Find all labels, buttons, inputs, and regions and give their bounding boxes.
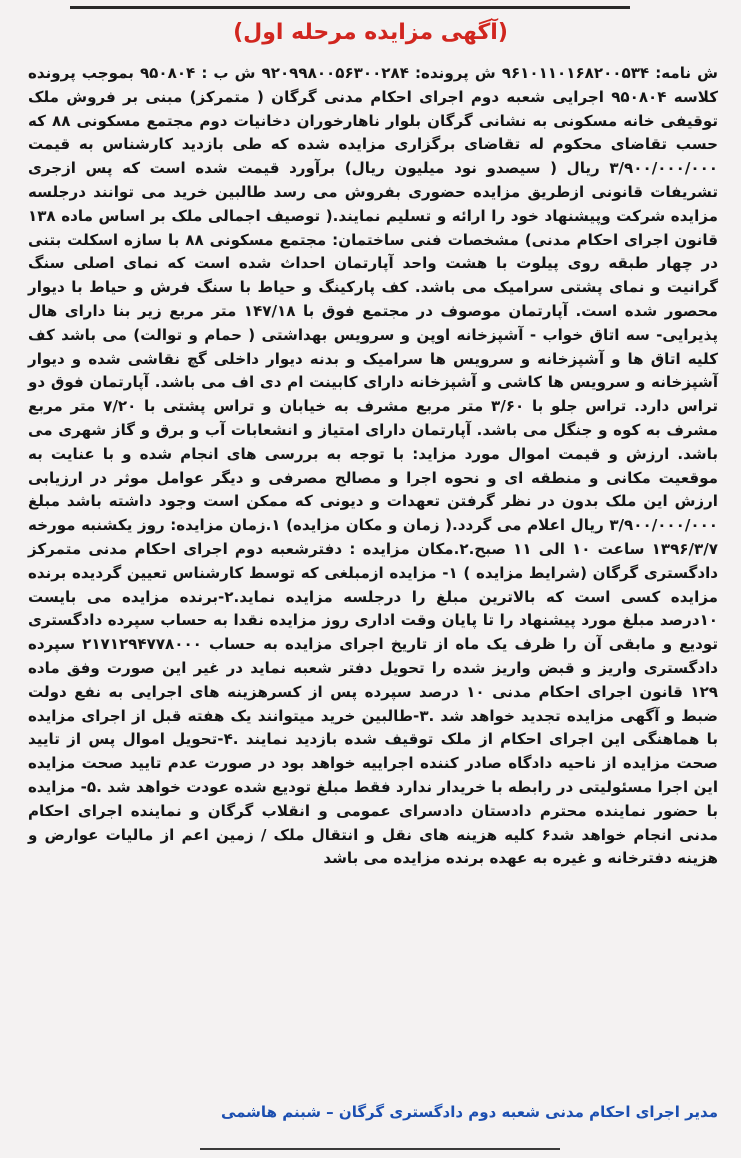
notice-paragraph: ش نامه: ۹۶۱۰۱۱۰۱۶۸۲۰۰۵۳۴ ش پرونده: ۹۲۰۹۹۸۰۰۵۶۳۰۰۲۸۴ ش ب : ۹۵۰۸۰۴ بموجب پرونده کلاسه ۹۵۰۸۰۴ اجرایی شعبه دوم اجرای احکام مدنی گرگان ( متمرکز) مبنی بر فروش ملک توقیفی خانه مسکونی به نشانی گرگان بلوار ناهارخوران دخانیات دوم مجتمع مسکونی ۸۸ که حسب تقاضای محکوم له تقاضای برگزاری مزایده شده که طی بازدید کارشناس به قیمت ۳/۹۰۰/۰۰۰/۰۰۰ ریال ( سیصدو نود میلیون ریال) برآورد قیمت شده است که پس ازجری تشریفات قانونی ازطریق مزایده حضوری بفروش می رسد طالبین خرید می توانند درجلسه مزایده شرکت وپیشنهاد خود را ارائه و تسلیم نمایند.( توصیف اجمالی ملک بر اساس ماده ۱۳۸ قانون اجرای احکام مدنی) مشخصات فنی ساختمان: مجتمع مسکونی ۸۸ با سازه اسکلت بتنی در چهار طبقه روی پیلوت با هشت واحد آپارتمان احداث شده است که نمای اصلی سنگ گرانیت و نمای پشتی سرامیک می باشد. کف پارکینگ و حیاط با سنگ فرش و حیاط با دیوار محصور شده است. آپارتمان موصوف در مجتمع فوق با ۱۴۷/۱۸ متر مربع زیر بنا دارای هال پذیرایی- سه اتاق خواب - آشپزخانه اوپن و سرویس بهداشتی ( حمام و توالت) می باشد کف کلیه اتاق ها و آشپزخانه و سرویس ها سرامیک و بدنه دیوار داخلی گچ نقاشی شده و دیوار آشپزخانه و سرویس ها کاشی و آشپزخانه دارای کابینت ام دی اف می باشد. آپارتمان فوق دو تراس دارد. تراس جلو با ۳/۶۰ متر مربع مشرف به خیابان و تراس پشتی با ۷/۲۰ متر مربع مشرف به کوه و جنگل می باشد. آپارتمان دارای امتیاز و انشعابات آب و برق و گاز شهری می باشد. ارزش و قیمت اموال مورد مزاید: با توجه به بررسی های انجام شده و با عنایت به موقعیت مکانی و منطقه ای و نحوه اجرا و مصالح مصرفی و دیگر عوامل موثر در ارزیابی ارزش این ملک بدون در نظر گرفتن تعهدات و دیونی که ممکن است وجود داشته باشد مبلغ ۳/۹۰۰/۰۰۰/۰۰۰ ریال اعلام می گردد.( زمان و مکان مزایده) ۱.زمان مزایده: روز یکشنبه مورخه ۱۳۹۶/۳/۷ ساعت ۱۰ الی ۱۱ صبح.۲.مکان مزایده : دفترشعبه دوم اجرای احکام مدنی متمرکز دادگستری گرگان (شرایط مزایده ) ۱- مزایده ازمبلغی که توسط کارشناس تعیین گردیده برنده مزایده کسی است که بالاترین مبلغ را درجلسه مزایده نماید.۲-برنده مزایده می بایست ۱۰درصد مبلغ مورد پیشنهاد را تا پایان وقت اداری روز مزایده نقدا به حساب سپرده دادگستری تودیع و مابقی آن را ظرف یک ماه از تاریخ اجرای مزایده به حساب ۲۱۷۱۲۹۴۷۷۸۰۰۰ سپرده دادگستری واریز و قبض واریز شده را تحویل دفتر شعبه نماید در غیر این صورت وفق ماده ۱۲۹ قانون اجرای احکام مدنی ۱۰ درصد سپرده پس از کسرهزینه های اجرایی به نفع دولت ضبط و آگهی مزایده تجدید خواهد شد .۳-طالبین خرید میتوانند یک هفته قبل از اجرای مزایده با هماهنگی این اجرای احکام از ملک توقیف شده بازدید نمایند .۴-تحویل اموال پس از تایید صحت مزایده از ناحیه دادگاه صادر کننده اجراییه خواهد بود در صورت عدم تایید صحت مزایده این اجرا مسئولیتی در رابطه با خریدار ندارد فقط مبلغ تودیع شده عودت خواهد شد .۵- مزایده با حضور نماینده محترم دادستان دادسرای عمومی و انقلاب گرگان و نماینده اجرای احکام مدنی انجام خواهد شد۶ کلیه هزینه های نقل و انتقال ملک / زمین اعم از مالیات عوارض و هزینه دفترخانه و غیره به عهده برنده مزایده می باشد: [28, 64, 719, 868]
notice-body: [28, 62, 718, 871]
notice-signature: مدیر اجرای احکام مدنی شعبه دوم دادگستری گرگان – شبنم هاشمی: [220, 1103, 718, 1121]
notice-title: (آگهی مزایده مرحله اول): [233, 20, 508, 45]
bottom-divider: [200, 1148, 560, 1150]
top-divider: [70, 6, 630, 9]
title-bar: [0, 18, 741, 48]
